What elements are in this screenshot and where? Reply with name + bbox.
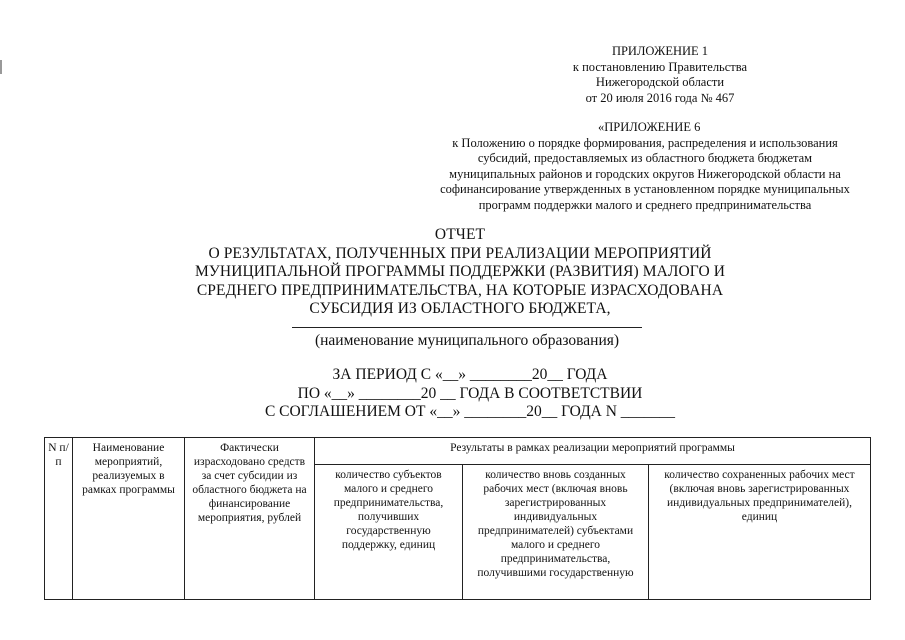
report-subtitle-line: О РЕЗУЛЬТАТАХ, ПОЛУЧЕННЫХ ПРИ РЕАЛИЗАЦИИ МЕРОПРИЯТИЙ <box>208 244 712 262</box>
municipality-blank-line <box>292 327 642 328</box>
header-cell-results: Результаты в рамках реализации мероприятий программы <box>315 438 871 465</box>
appendix-1-line: Нижегородской области <box>595 75 725 89</box>
period-line: ЗА ПЕРИОД С «__» ________20__ ГОДА <box>332 366 608 383</box>
report-heading <box>180 226 740 319</box>
appendix-6-line: к Положению о порядке формирования, распределения и использования <box>452 135 838 150</box>
appendix-6-line: субсидий, предоставляемых из областного бюджета бюджетам <box>477 151 813 165</box>
appendix-1-line: к постановлению Правительства <box>572 59 748 74</box>
report-period <box>230 366 710 422</box>
report-subtitle-line: СУБСИДИЯ ИЗ ОБЛАСТНОГО БЮДЖЕТА, <box>309 300 611 317</box>
appendix-1-header <box>520 44 800 106</box>
results-table <box>44 437 871 600</box>
table-header-row <box>45 438 871 465</box>
appendix-6-title: «ПРИЛОЖЕНИЕ 6 <box>598 120 701 134</box>
appendix-6-header <box>410 120 880 213</box>
scan-artifact <box>0 60 2 74</box>
report-subtitle-line: СРЕДНЕГО ПРЕДПРИНИМАТЕЛЬСТВА, НА КОТОРЫЕ ИЗРАСХОДОВАНА <box>196 281 724 299</box>
appendix-1-date: от 20 июля 2016 года № 467 <box>585 90 735 105</box>
report-title: ОТЧЕТ <box>434 226 486 243</box>
header-cell-measure-name: Наименование мероприятий, реализуемых в рамках программы <box>73 438 185 600</box>
appendix-6-line: софинансирование утвержденных в установленном порядке муниципальных <box>440 182 850 196</box>
appendix-1-title: ПРИЛОЖЕНИЕ 1 <box>611 44 709 58</box>
period-line: С СОГЛАШЕНИЕМ ОТ «__» ________20__ ГОДА N _______ <box>264 403 676 420</box>
appendix-6-line: программ поддержки малого и среднего предпринимательства <box>478 197 812 212</box>
header-cell-number: N п/п <box>45 438 73 600</box>
appendix-6-line: муниципальных районов и городских округов Нижегородской области на <box>449 166 841 181</box>
municipality-caption: (наименование муниципального образования) <box>314 332 620 349</box>
subheader-cell-saved-jobs: количество сохраненных рабочих мест (включая вновь зарегистрированных индивидуальных предпринимателей), единиц <box>649 465 871 600</box>
report-subtitle-line: МУНИЦИПАЛЬНОЙ ПРОГРАММЫ ПОДДЕРЖКИ (РАЗВИТИЯ) МАЛОГО И <box>194 263 726 280</box>
period-line: ПО «__» ________20 __ ГОДА В СООТВЕТСТВИИ <box>297 384 643 402</box>
subheader-cell-new-jobs: количество вновь созданных рабочих мест (включая вновь зарегистрированных индивидуальных предпринимателей) субъектами малого и среднего предпринимательства, получившими государственную <box>463 465 649 600</box>
subheader-cell-supported-subjects: количество субъектов малого и среднего предпринимательства, получивших государственную поддержку, единиц <box>315 465 463 600</box>
header-cell-funds-spent: Фактически израсходовано средств за счет субсидии из областного бюджета на финансирование мероприятия, рублей <box>185 438 315 600</box>
